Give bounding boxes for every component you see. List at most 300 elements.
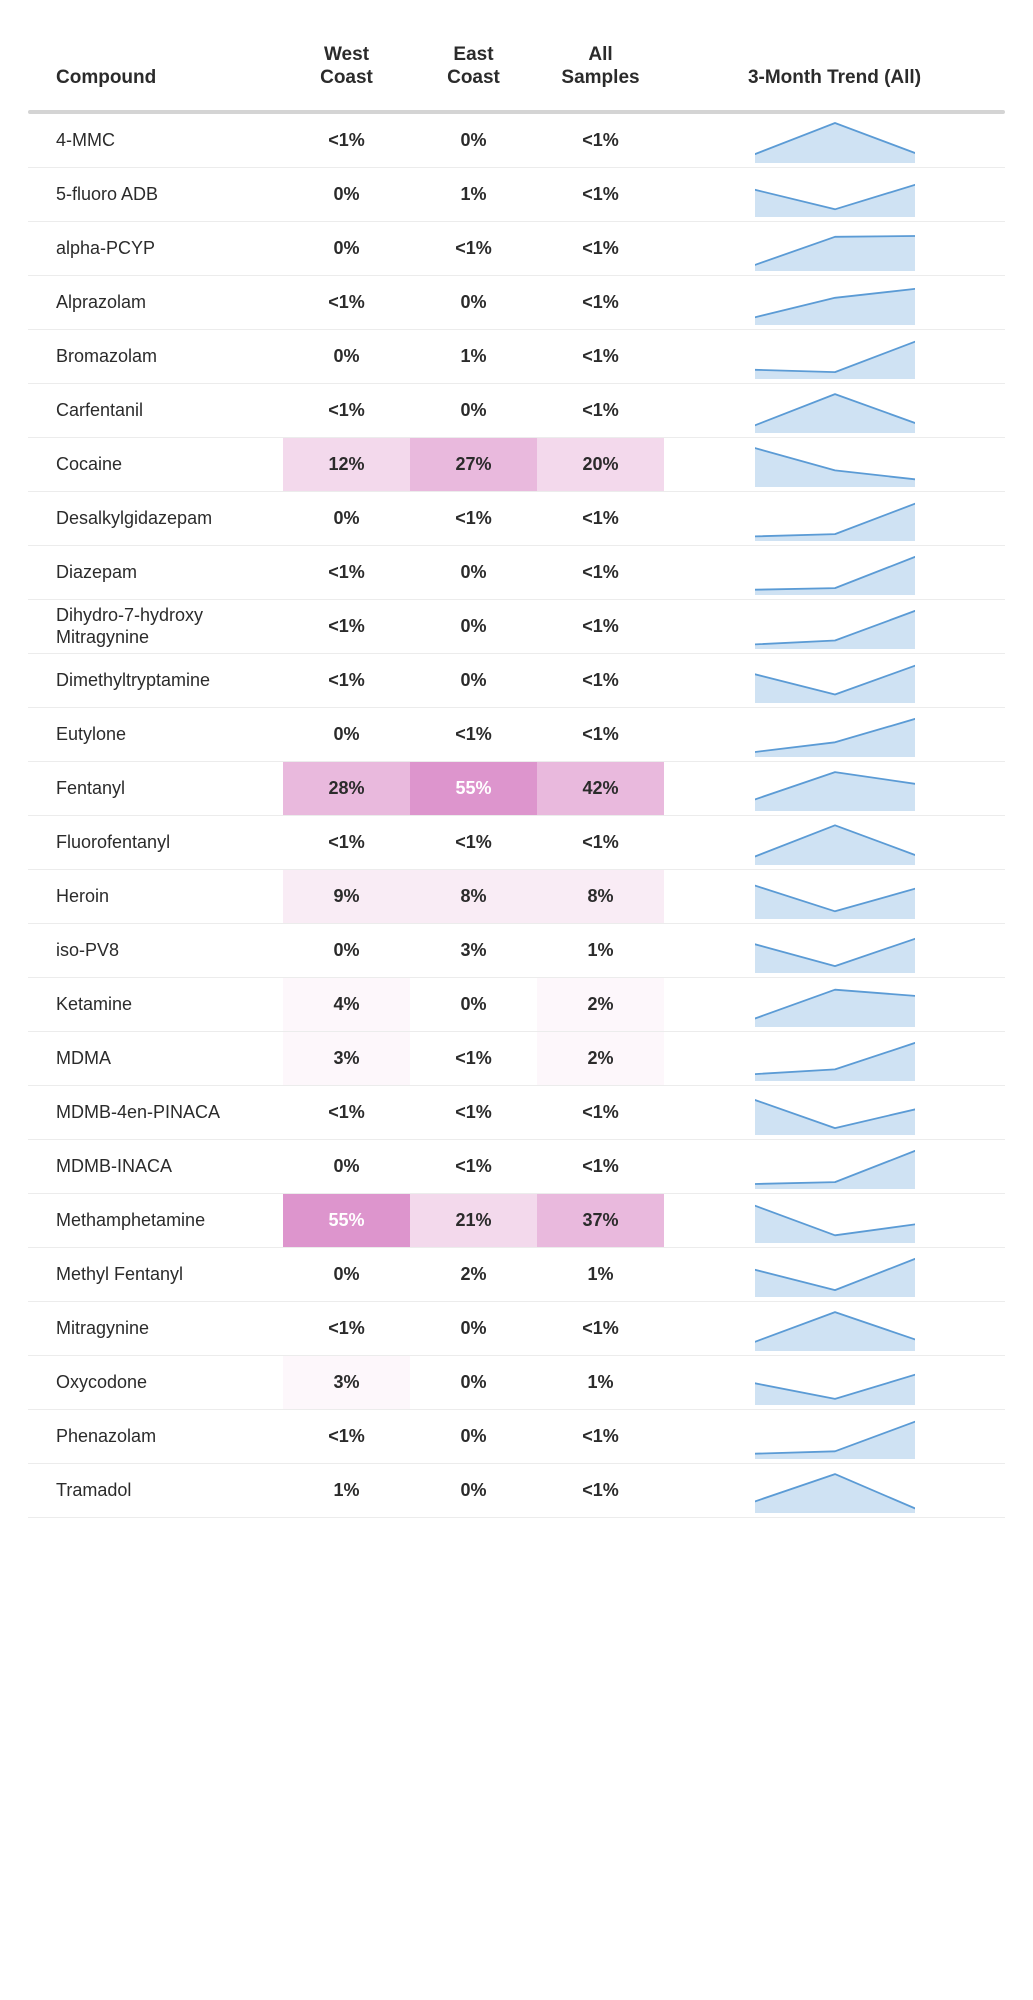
trend-cell — [664, 1301, 1005, 1355]
column-header-west-coast: West Coast — [320, 44, 373, 88]
value-heat-box — [283, 654, 410, 707]
value-heat-box — [283, 1086, 410, 1139]
value-text: <1% — [328, 399, 365, 420]
sparkline-area — [755, 185, 915, 217]
sparkline-chart — [755, 495, 915, 541]
sparkline-wrapper — [664, 870, 1005, 923]
trend-cell — [664, 977, 1005, 1031]
all-samples-value-cell — [537, 707, 664, 761]
west-coast-value-cell — [283, 599, 410, 653]
value-text: <1% — [328, 1101, 365, 1122]
sparkline-area — [755, 236, 915, 271]
east-coast-value-cell — [410, 114, 537, 168]
sparkline-wrapper — [664, 276, 1005, 329]
sparkline-wrapper — [664, 1464, 1005, 1517]
value-heat-box — [283, 492, 410, 545]
east-coast-value-cell — [410, 599, 537, 653]
value-text: 8% — [460, 885, 487, 906]
sparkline-area — [755, 1375, 915, 1405]
trend-cell — [664, 437, 1005, 491]
column-header-trend: 3-Month Trend (All) — [747, 66, 922, 88]
value-text: 0% — [460, 291, 487, 312]
east-coast-value-cell — [410, 167, 537, 221]
value-text: <1% — [328, 291, 365, 312]
value-text: <1% — [455, 507, 492, 528]
east-coast-value-cell — [410, 1085, 537, 1139]
value-heat-box — [537, 276, 664, 329]
compound-name-cell: Mitragynine — [56, 1317, 150, 1338]
value-heat-box — [283, 1464, 410, 1517]
compound-name-cell: Carfentanil — [56, 399, 144, 420]
value-text: 42% — [582, 777, 619, 798]
compound-name-cell: Heroin — [56, 885, 110, 906]
compound-name-cell: Alprazolam — [56, 291, 147, 312]
value-heat-box — [410, 924, 537, 977]
all-samples-value-cell — [537, 437, 664, 491]
west-coast-value-cell — [283, 815, 410, 869]
value-heat-box — [283, 924, 410, 977]
value-text: <1% — [582, 561, 619, 582]
east-coast-value-cell — [410, 329, 537, 383]
trend-cell — [664, 491, 1005, 545]
compound-name-cell: Eutylone — [56, 723, 127, 744]
table-row — [28, 1031, 1005, 1085]
value-heat-box — [283, 708, 410, 761]
value-text: 0% — [333, 237, 360, 258]
value-text: <1% — [455, 237, 492, 258]
value-text: <1% — [582, 1101, 619, 1122]
table-row — [28, 869, 1005, 923]
value-text: <1% — [455, 831, 492, 852]
all-samples-value-cell — [537, 545, 664, 599]
trend-cell — [664, 1193, 1005, 1247]
value-heat-box — [537, 1194, 664, 1247]
value-text: <1% — [582, 669, 619, 690]
table-row — [28, 221, 1005, 275]
sparkline-chart — [755, 171, 915, 217]
west-coast-value-cell — [283, 1409, 410, 1463]
value-heat-box — [537, 1248, 664, 1301]
sparkline-wrapper — [664, 1356, 1005, 1409]
column-header-all-samples: All Samples — [561, 44, 640, 88]
value-text: 0% — [460, 669, 487, 690]
sparkline-wrapper — [664, 924, 1005, 977]
value-heat-box — [537, 438, 664, 491]
all-samples-value-cell — [537, 1463, 664, 1517]
all-samples-value-cell — [537, 977, 664, 1031]
west-coast-value-cell — [283, 167, 410, 221]
sparkline-area — [755, 990, 915, 1027]
table-row — [28, 653, 1005, 707]
sparkline-wrapper — [664, 816, 1005, 869]
value-text: <1% — [582, 345, 619, 366]
value-heat-box — [283, 546, 410, 599]
west-coast-value-cell — [283, 221, 410, 275]
sparkline-wrapper — [664, 654, 1005, 707]
compound-name-cell: Cocaine — [56, 453, 123, 474]
sparkline-chart — [755, 117, 915, 163]
west-coast-value-cell — [283, 653, 410, 707]
east-coast-value-cell — [410, 491, 537, 545]
sparkline-area — [755, 886, 915, 919]
value-heat-box — [537, 870, 664, 923]
sparkline-area — [755, 939, 915, 973]
all-samples-value-cell — [537, 491, 664, 545]
west-coast-value-cell — [283, 707, 410, 761]
sparkline-chart — [755, 1413, 915, 1459]
table-row — [28, 491, 1005, 545]
value-text: 0% — [460, 399, 487, 420]
value-heat-box — [283, 276, 410, 329]
value-text: <1% — [328, 1425, 365, 1446]
west-coast-value-cell — [283, 437, 410, 491]
all-samples-value-cell — [537, 329, 664, 383]
sparkline-chart — [755, 873, 915, 919]
value-text: 9% — [333, 885, 360, 906]
value-text: <1% — [328, 561, 365, 582]
table-row — [28, 167, 1005, 221]
trend-cell — [664, 869, 1005, 923]
west-coast-value-cell — [283, 1355, 410, 1409]
value-heat-box — [537, 546, 664, 599]
sparkline-area — [755, 123, 915, 163]
table-row — [28, 329, 1005, 383]
table-row — [28, 437, 1005, 491]
west-coast-value-cell — [283, 977, 410, 1031]
table-row — [28, 815, 1005, 869]
sparkline-chart — [755, 1035, 915, 1081]
sparkline-wrapper — [664, 546, 1005, 599]
east-coast-value-cell — [410, 275, 537, 329]
sparkline-wrapper — [664, 492, 1005, 545]
sparkline-chart — [755, 1305, 915, 1351]
all-samples-value-cell — [537, 1139, 664, 1193]
sparkline-wrapper — [664, 438, 1005, 491]
sparkline-wrapper — [664, 1248, 1005, 1301]
value-heat-box — [410, 1356, 537, 1409]
value-text: 0% — [460, 1371, 487, 1392]
value-heat-box — [410, 1464, 537, 1517]
sparkline-area — [755, 1100, 915, 1135]
value-heat-box — [410, 492, 537, 545]
table-row — [28, 1085, 1005, 1139]
sparkline-chart — [755, 927, 915, 973]
value-text: <1% — [582, 1425, 619, 1446]
sparkline-chart — [755, 1359, 915, 1405]
sparkline-wrapper — [664, 330, 1005, 383]
east-coast-value-cell — [410, 761, 537, 815]
trend-cell — [664, 383, 1005, 437]
value-text: <1% — [582, 399, 619, 420]
value-text: <1% — [582, 291, 619, 312]
compound-name-cell: Phenazolam — [56, 1425, 157, 1446]
value-text: 20% — [582, 453, 619, 474]
sparkline-wrapper — [664, 222, 1005, 275]
trend-cell — [664, 1463, 1005, 1517]
value-text: 0% — [333, 507, 360, 528]
trend-cell — [664, 1085, 1005, 1139]
table-row — [28, 923, 1005, 977]
value-text: <1% — [455, 723, 492, 744]
west-coast-value-cell — [283, 923, 410, 977]
value-heat-box — [283, 600, 410, 653]
value-text: 0% — [460, 129, 487, 150]
value-heat-box — [283, 1356, 410, 1409]
all-samples-value-cell — [537, 1085, 664, 1139]
east-coast-value-cell — [410, 1193, 537, 1247]
value-heat-box — [283, 1194, 410, 1247]
trend-cell — [664, 707, 1005, 761]
value-heat-box — [537, 600, 664, 653]
sparkline-wrapper — [664, 168, 1005, 221]
value-heat-box — [537, 654, 664, 707]
value-heat-box — [283, 168, 410, 221]
column-header-east-coast: East Coast — [447, 44, 500, 88]
all-samples-value-cell — [537, 815, 664, 869]
sparkline-chart — [755, 765, 915, 811]
value-text: <1% — [328, 615, 365, 636]
trend-cell — [664, 167, 1005, 221]
all-samples-value-cell — [537, 869, 664, 923]
value-heat-box — [410, 384, 537, 437]
value-text: 0% — [333, 345, 360, 366]
sparkline-area — [755, 342, 915, 379]
compound-name-cell: MDMB-4en-PINACA — [56, 1101, 221, 1122]
value-text: <1% — [455, 1155, 492, 1176]
table-row — [28, 383, 1005, 437]
west-coast-value-cell — [283, 1139, 410, 1193]
east-coast-value-cell — [410, 1139, 537, 1193]
value-text: 27% — [455, 453, 492, 474]
value-text: 1% — [333, 1479, 360, 1500]
sparkline-wrapper — [664, 114, 1005, 167]
value-text: 0% — [460, 561, 487, 582]
value-text: 0% — [333, 183, 360, 204]
trend-cell — [664, 1247, 1005, 1301]
trend-cell — [664, 653, 1005, 707]
value-text: <1% — [582, 1479, 619, 1500]
compound-name-cell: Methamphetamine — [56, 1209, 206, 1230]
table-row — [28, 761, 1005, 815]
east-coast-value-cell — [410, 1031, 537, 1085]
value-heat-box — [410, 276, 537, 329]
compound-prevalence-table — [28, 30, 1005, 1518]
value-heat-box — [410, 870, 537, 923]
value-text: 55% — [455, 777, 492, 798]
value-text: 0% — [333, 723, 360, 744]
all-samples-value-cell — [537, 275, 664, 329]
sparkline-chart — [755, 549, 915, 595]
east-coast-value-cell — [410, 653, 537, 707]
value-heat-box — [410, 762, 537, 815]
sparkline-chart — [755, 1467, 915, 1513]
trend-cell — [664, 1139, 1005, 1193]
west-coast-value-cell — [283, 1193, 410, 1247]
table-header — [28, 30, 1005, 114]
value-heat-box — [283, 330, 410, 383]
value-text: 2% — [460, 1263, 487, 1284]
value-heat-box — [410, 978, 537, 1031]
value-heat-box — [283, 1248, 410, 1301]
compound-name-cell: Dimethyltryptamine — [56, 669, 211, 690]
compound-name-cell: Fluorofentanyl — [56, 831, 171, 852]
compound-name-cell: MDMB-INACA — [56, 1155, 172, 1176]
value-text: 55% — [328, 1209, 365, 1230]
value-text: 0% — [460, 615, 487, 636]
value-heat-box — [410, 1302, 537, 1355]
value-text: 1% — [587, 1263, 614, 1284]
value-heat-box — [410, 816, 537, 869]
value-heat-box — [537, 978, 664, 1031]
east-coast-value-cell — [410, 707, 537, 761]
sparkline-wrapper — [664, 1140, 1005, 1193]
west-coast-value-cell — [283, 275, 410, 329]
east-coast-value-cell — [410, 545, 537, 599]
value-heat-box — [537, 1410, 664, 1463]
all-samples-value-cell — [537, 1355, 664, 1409]
sparkline-wrapper — [664, 1086, 1005, 1139]
east-coast-value-cell — [410, 923, 537, 977]
sparkline-area — [755, 719, 915, 757]
value-text: 0% — [333, 1155, 360, 1176]
value-text: <1% — [582, 507, 619, 528]
value-heat-box — [537, 330, 664, 383]
sparkline-chart — [755, 657, 915, 703]
value-heat-box — [537, 492, 664, 545]
table-row — [28, 1355, 1005, 1409]
value-heat-box — [283, 114, 410, 167]
value-text: 2% — [587, 1047, 614, 1068]
value-heat-box — [537, 1356, 664, 1409]
header-row — [28, 30, 1005, 110]
table-row — [28, 1247, 1005, 1301]
value-heat-box — [410, 438, 537, 491]
value-heat-box — [410, 708, 537, 761]
compound-name-cell: Ketamine — [56, 993, 133, 1014]
value-heat-box — [283, 438, 410, 491]
sparkline-chart — [755, 1089, 915, 1135]
value-text: <1% — [582, 183, 619, 204]
trend-cell — [664, 114, 1005, 168]
west-coast-value-cell — [283, 761, 410, 815]
sparkline-chart — [755, 603, 915, 649]
value-text: 21% — [455, 1209, 492, 1230]
trend-cell — [664, 329, 1005, 383]
table-row — [28, 114, 1005, 168]
value-text: 37% — [582, 1209, 619, 1230]
sparkline-wrapper — [664, 1410, 1005, 1463]
value-heat-box — [537, 1032, 664, 1085]
sparkline-wrapper — [664, 1032, 1005, 1085]
value-text: <1% — [582, 237, 619, 258]
sparkline-chart — [755, 711, 915, 757]
compound-name-cell: Desalkylgidazepam — [56, 507, 213, 528]
east-coast-value-cell — [410, 1463, 537, 1517]
compound-name-cell: Bromazolam — [56, 345, 158, 366]
value-text: 0% — [460, 1479, 487, 1500]
table-row — [28, 1409, 1005, 1463]
column-header-compound: Compound — [56, 66, 157, 88]
sparkline-chart — [755, 1251, 915, 1297]
value-heat-box — [410, 654, 537, 707]
value-heat-box — [537, 708, 664, 761]
trend-cell — [664, 1031, 1005, 1085]
value-text: <1% — [328, 669, 365, 690]
sparkline-chart — [755, 819, 915, 865]
value-text: <1% — [328, 831, 365, 852]
value-heat-box — [537, 1464, 664, 1517]
compound-name-cell: 5-fluoro ADB — [56, 183, 159, 204]
east-coast-value-cell — [410, 1247, 537, 1301]
trend-cell — [664, 761, 1005, 815]
value-text: 4% — [333, 993, 360, 1014]
sparkline-wrapper — [664, 384, 1005, 437]
value-heat-box — [410, 222, 537, 275]
table-row — [28, 1463, 1005, 1517]
all-samples-value-cell — [537, 167, 664, 221]
compound-name-cell: Oxycodone — [56, 1371, 148, 1392]
value-heat-box — [537, 1140, 664, 1193]
table-row — [28, 1301, 1005, 1355]
value-heat-box — [283, 762, 410, 815]
west-coast-value-cell — [283, 1463, 410, 1517]
value-text: 12% — [328, 453, 365, 474]
compound-name-cell: MDMA — [56, 1047, 111, 1068]
value-heat-box — [537, 168, 664, 221]
east-coast-value-cell — [410, 1409, 537, 1463]
trend-cell — [664, 815, 1005, 869]
all-samples-value-cell — [537, 923, 664, 977]
value-text: 1% — [587, 1371, 614, 1392]
value-heat-box — [410, 1410, 537, 1463]
sparkline-wrapper — [664, 708, 1005, 761]
trend-cell — [664, 923, 1005, 977]
value-text: <1% — [582, 723, 619, 744]
value-heat-box — [537, 816, 664, 869]
east-coast-value-cell — [410, 1355, 537, 1409]
sparkline-chart — [755, 387, 915, 433]
footer-spacer — [28, 1518, 1005, 1558]
value-heat-box — [537, 222, 664, 275]
compound-name-cell: iso-PV8 — [56, 939, 120, 960]
sparkline-chart — [755, 1143, 915, 1189]
value-heat-box — [410, 114, 537, 167]
west-coast-value-cell — [283, 545, 410, 599]
value-text: <1% — [328, 129, 365, 150]
all-samples-value-cell — [537, 1247, 664, 1301]
sparkline-area — [755, 1206, 915, 1243]
value-text: 0% — [333, 939, 360, 960]
value-text: <1% — [582, 1317, 619, 1338]
all-samples-value-cell — [537, 1193, 664, 1247]
west-coast-value-cell — [283, 329, 410, 383]
value-text: 1% — [587, 939, 614, 960]
trend-cell — [664, 599, 1005, 653]
west-coast-value-cell — [283, 114, 410, 168]
table-row — [28, 275, 1005, 329]
east-coast-value-cell — [410, 815, 537, 869]
value-text: 1% — [460, 345, 487, 366]
trend-cell — [664, 1409, 1005, 1463]
value-heat-box — [283, 222, 410, 275]
sparkline-wrapper — [664, 600, 1005, 653]
value-heat-box — [283, 1032, 410, 1085]
sparkline-chart — [755, 225, 915, 271]
east-coast-value-cell — [410, 869, 537, 923]
value-heat-box — [283, 870, 410, 923]
all-samples-value-cell — [537, 114, 664, 168]
trend-cell — [664, 1355, 1005, 1409]
